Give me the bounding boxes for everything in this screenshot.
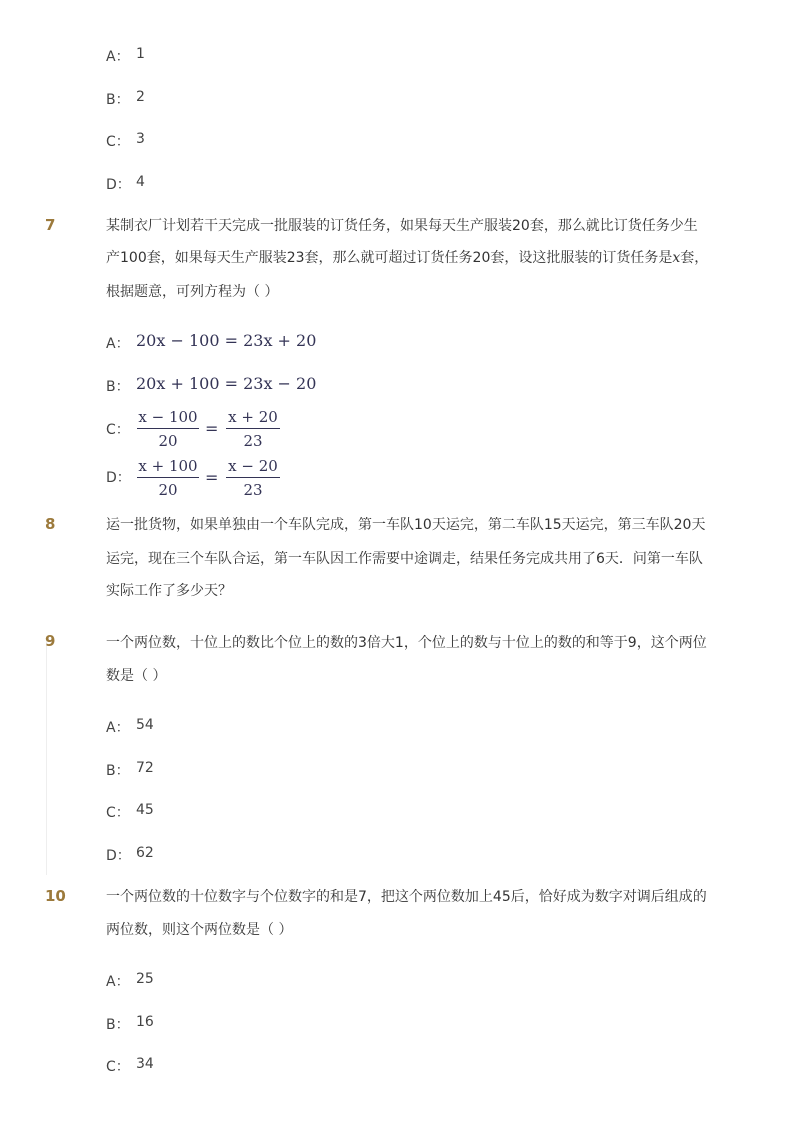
divider — [46, 640, 47, 875]
q6-option-b-value: 2 — [136, 89, 145, 105]
q10-option-a-value: 25 — [136, 971, 154, 987]
q10-option-b-label: B： — [106, 1017, 130, 1033]
q7-option-a-equation: 20x − 100 = 23x + 20 — [136, 331, 317, 350]
q9-option-d-label: D： — [106, 848, 131, 864]
q9-option-a-label: A： — [106, 720, 130, 736]
question-number: 7 — [45, 216, 56, 234]
question-number: 10 — [45, 887, 66, 905]
q7-option-a-label: A： — [106, 336, 130, 352]
q10-option-b-value: 16 — [136, 1014, 154, 1030]
question-text-line: 某制衣厂计划若干天完成一批服装的订货任务，如果每天生产服装20套，那么就比订货任务少生 — [106, 218, 698, 234]
question-text-line: 一个两位数的十位数字与个位数字的和是7，把这个两位数加上45后，恰好成为数字对调后组成的 — [106, 889, 707, 905]
q9-option-b-value: 72 — [136, 760, 154, 776]
fraction-numerator: x + 100 — [138, 457, 198, 475]
q6-option-d-label: D： — [106, 177, 131, 193]
fraction-bar — [137, 477, 199, 478]
q10-option-a-label: A： — [106, 974, 130, 990]
q6-option-b-label: B： — [106, 92, 130, 108]
fraction-denominator: 23 — [243, 432, 263, 450]
fraction-numerator: x − 20 — [228, 457, 278, 475]
q7-option-b-label: B： — [106, 379, 130, 395]
fraction-numerator: x + 20 — [228, 408, 278, 426]
q10-option-c-label: C： — [106, 1059, 130, 1075]
question-text-line: 实际工作了多少天？ — [106, 583, 232, 599]
q9-option-c-label: C： — [106, 805, 130, 821]
q9-option-d-value: 62 — [136, 845, 154, 861]
q9-option-b-label: B： — [106, 763, 130, 779]
q6-option-c-value: 3 — [136, 131, 145, 147]
fraction-denominator: 23 — [243, 481, 263, 499]
question-text-segment: 产100套，如果每天生产服装23套，那么就可超过订货任务20套，设这批服装的订货任务是 — [106, 250, 673, 266]
question-text-line: 根据题意，可列方程为（ ） — [106, 284, 279, 300]
q6-option-c-label: C： — [106, 134, 130, 150]
fraction-numerator: x − 100 — [138, 408, 198, 426]
q9-option-a-value: 54 — [136, 717, 154, 733]
q7-option-d-label: D： — [106, 470, 131, 486]
fraction-bar — [137, 428, 199, 429]
q7-option-d-left-fraction — [137, 457, 199, 499]
fraction-bar — [226, 477, 280, 478]
q6-option-a-label: A： — [106, 49, 130, 65]
question-number: 9 — [45, 632, 56, 650]
q7-option-c-label: C： — [106, 422, 130, 438]
fraction-bar — [226, 428, 280, 429]
question-text-line: 两位数，则这个两位数是（ ） — [106, 922, 293, 938]
question-text-segment: 套， — [680, 250, 709, 266]
question-text-line: 运完，现在三个车队合运，第一车队因工作需要中途调走，结果任务完成共用了6天．问第一车队 — [106, 551, 703, 567]
q7-option-d-right-fraction — [226, 457, 280, 499]
question-text-line: 运一批货物，如果单独由一个车队完成，第一车队10天运完，第二车队15天运完，第三车队20天 — [106, 517, 706, 533]
fraction-denominator: 20 — [158, 481, 178, 499]
q7-option-c-right-fraction — [226, 408, 280, 450]
variable-x: x — [672, 250, 681, 266]
q6-option-d-value: 4 — [136, 174, 145, 190]
q6-option-a-value: 1 — [136, 46, 145, 62]
q7-option-b-equation: 20x + 100 = 23x − 20 — [136, 374, 317, 393]
question-text-line — [106, 247, 708, 267]
q7-option-c-left-fraction — [137, 408, 199, 450]
question-text-line: 一个两位数，十位上的数比个位上的数的3倍大1，个位上的数与十位上的数的和等于9，这个两位 — [106, 635, 707, 651]
question-number: 8 — [45, 515, 56, 533]
q10-option-c-value: 34 — [136, 1056, 154, 1072]
fraction-denominator: 20 — [158, 432, 178, 450]
equals-sign: = — [205, 468, 219, 487]
question-text-line: 数是（ ） — [106, 668, 167, 684]
equals-sign: = — [205, 419, 219, 438]
q9-option-c-value: 45 — [136, 802, 154, 818]
